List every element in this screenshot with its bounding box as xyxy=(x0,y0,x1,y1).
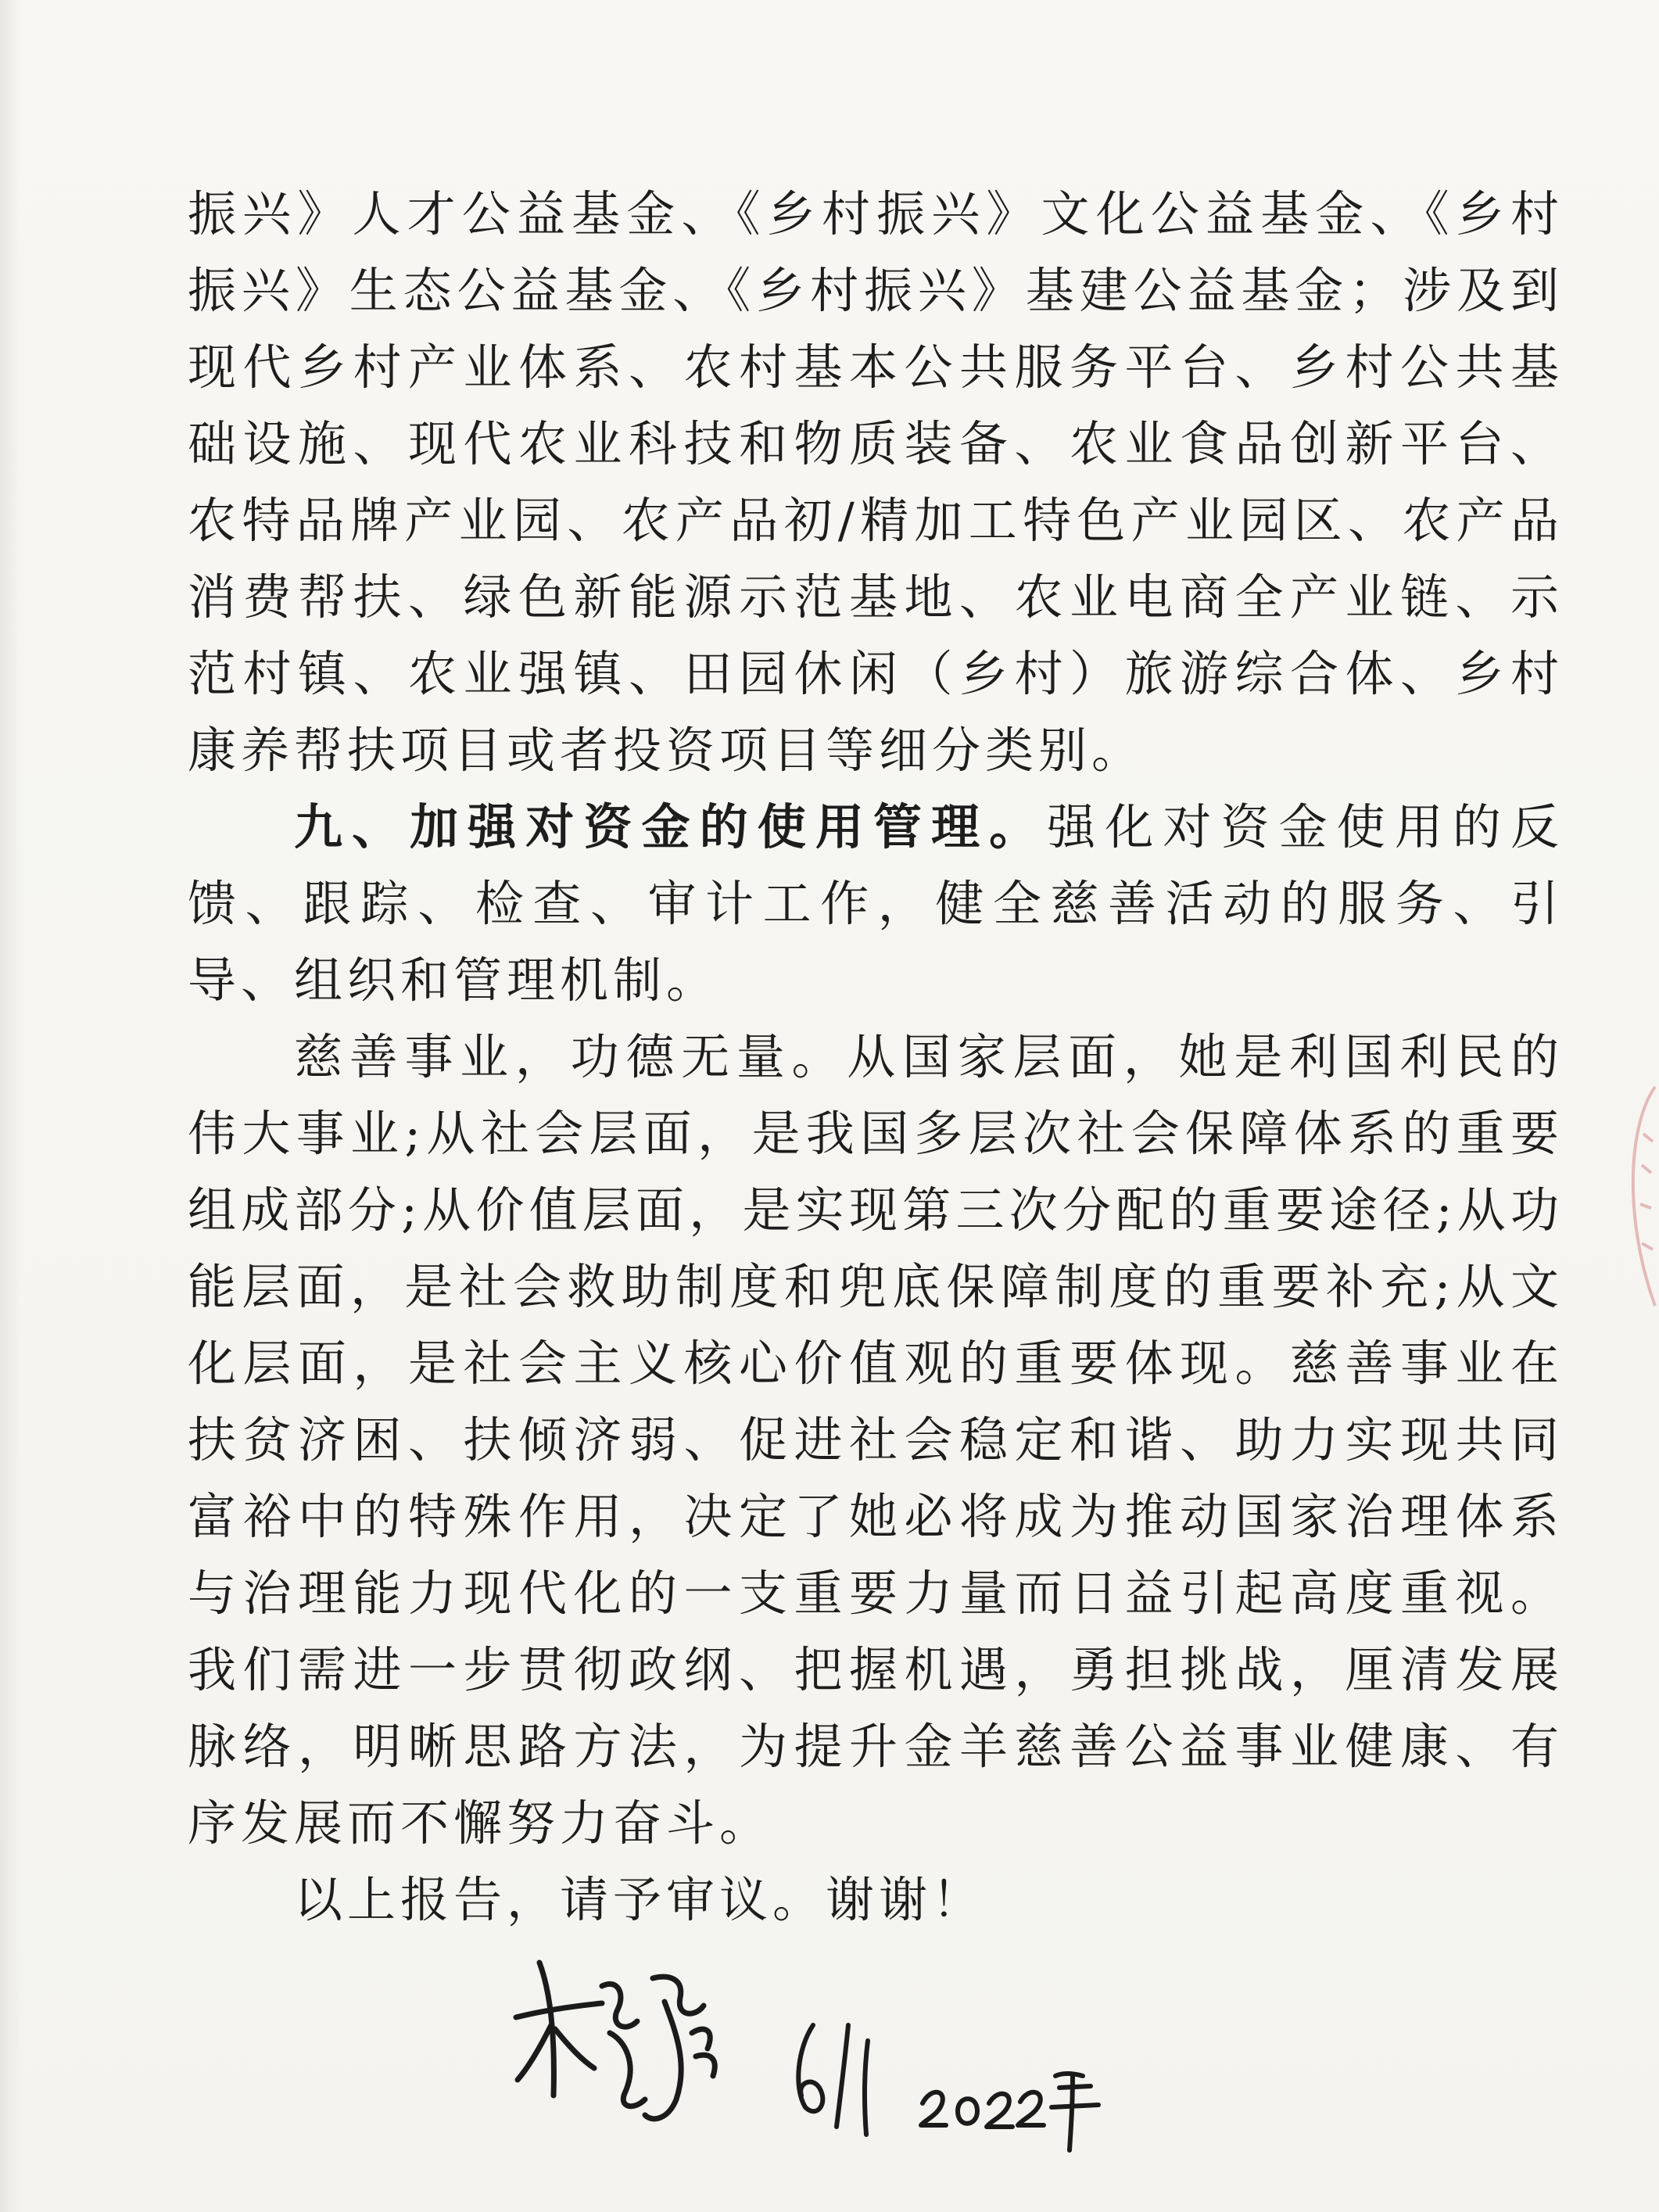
document-body xyxy=(188,176,1564,1938)
handwritten-date xyxy=(782,2002,1110,2174)
paragraph-fund-management xyxy=(188,789,1564,1019)
section-heading: 九、加强对资金的使用管理。 xyxy=(294,798,1048,855)
paragraph-text: 振兴》人才公益基金、《乡村振兴》文化公益基金、《乡村振兴》生态公益基金、《乡村振兴》基建公益基金；涉及到现代乡村产业体系、农村基本公共服务平台、乡村公共基础设施、现代农业科技和物质装备、农业食品创新平台、农特品牌产业园、农产品初/精加工特色产业园区、农产品消费帮扶、绿色新能源示范基地、农业电商全产业链、示范村镇、农业强镇、田园休闲（乡村）旅游综合体、乡村康养帮扶项目或者投资项目等细分类别。 xyxy=(188,185,1564,779)
stamp-fragment xyxy=(1612,1079,1659,1314)
closing-text: 以上报告，请予审议。谢谢！ xyxy=(294,1871,986,1928)
paragraph-charity-significance xyxy=(188,1019,1564,1862)
paragraph-text: 强化对资金使用的反馈、跟踪、检查、审计工作，健全慈善活动的服务、引导、组织和管理机制。 xyxy=(188,798,1564,1009)
handwritten-signature xyxy=(508,1931,743,2135)
closing-line xyxy=(188,1862,1564,1938)
paragraph-funds-list xyxy=(188,176,1564,789)
page-fold-shadow xyxy=(0,0,22,2212)
paragraph-text: 慈善事业，功德无量。从国家层面，她是利国利民的伟大事业;从社会层面，是我国多层次社会保障体系的重要组成部分;从价值层面，是实现第三次分配的重要途径;从功能层面，是社会救助制度和兜底保障制度的重要补充;从文化层面，是社会主义核心价值观的重要体现。慈善事业在扶贫济困、扶倾济弱、促进社会稳定和谐、助力实现共同富裕中的特殊作用，决定了她必将成为推动国家治理体系与治理能力现代化的一支重要力量而日益引起高度重视。我们需进一步贯彻政纲、把握机遇，勇担挑战，厘清发展脉络，明晰思路方法，为提升金羊慈善公益事业健康、有序发展而不懈努力奋斗。 xyxy=(188,1028,1564,1852)
